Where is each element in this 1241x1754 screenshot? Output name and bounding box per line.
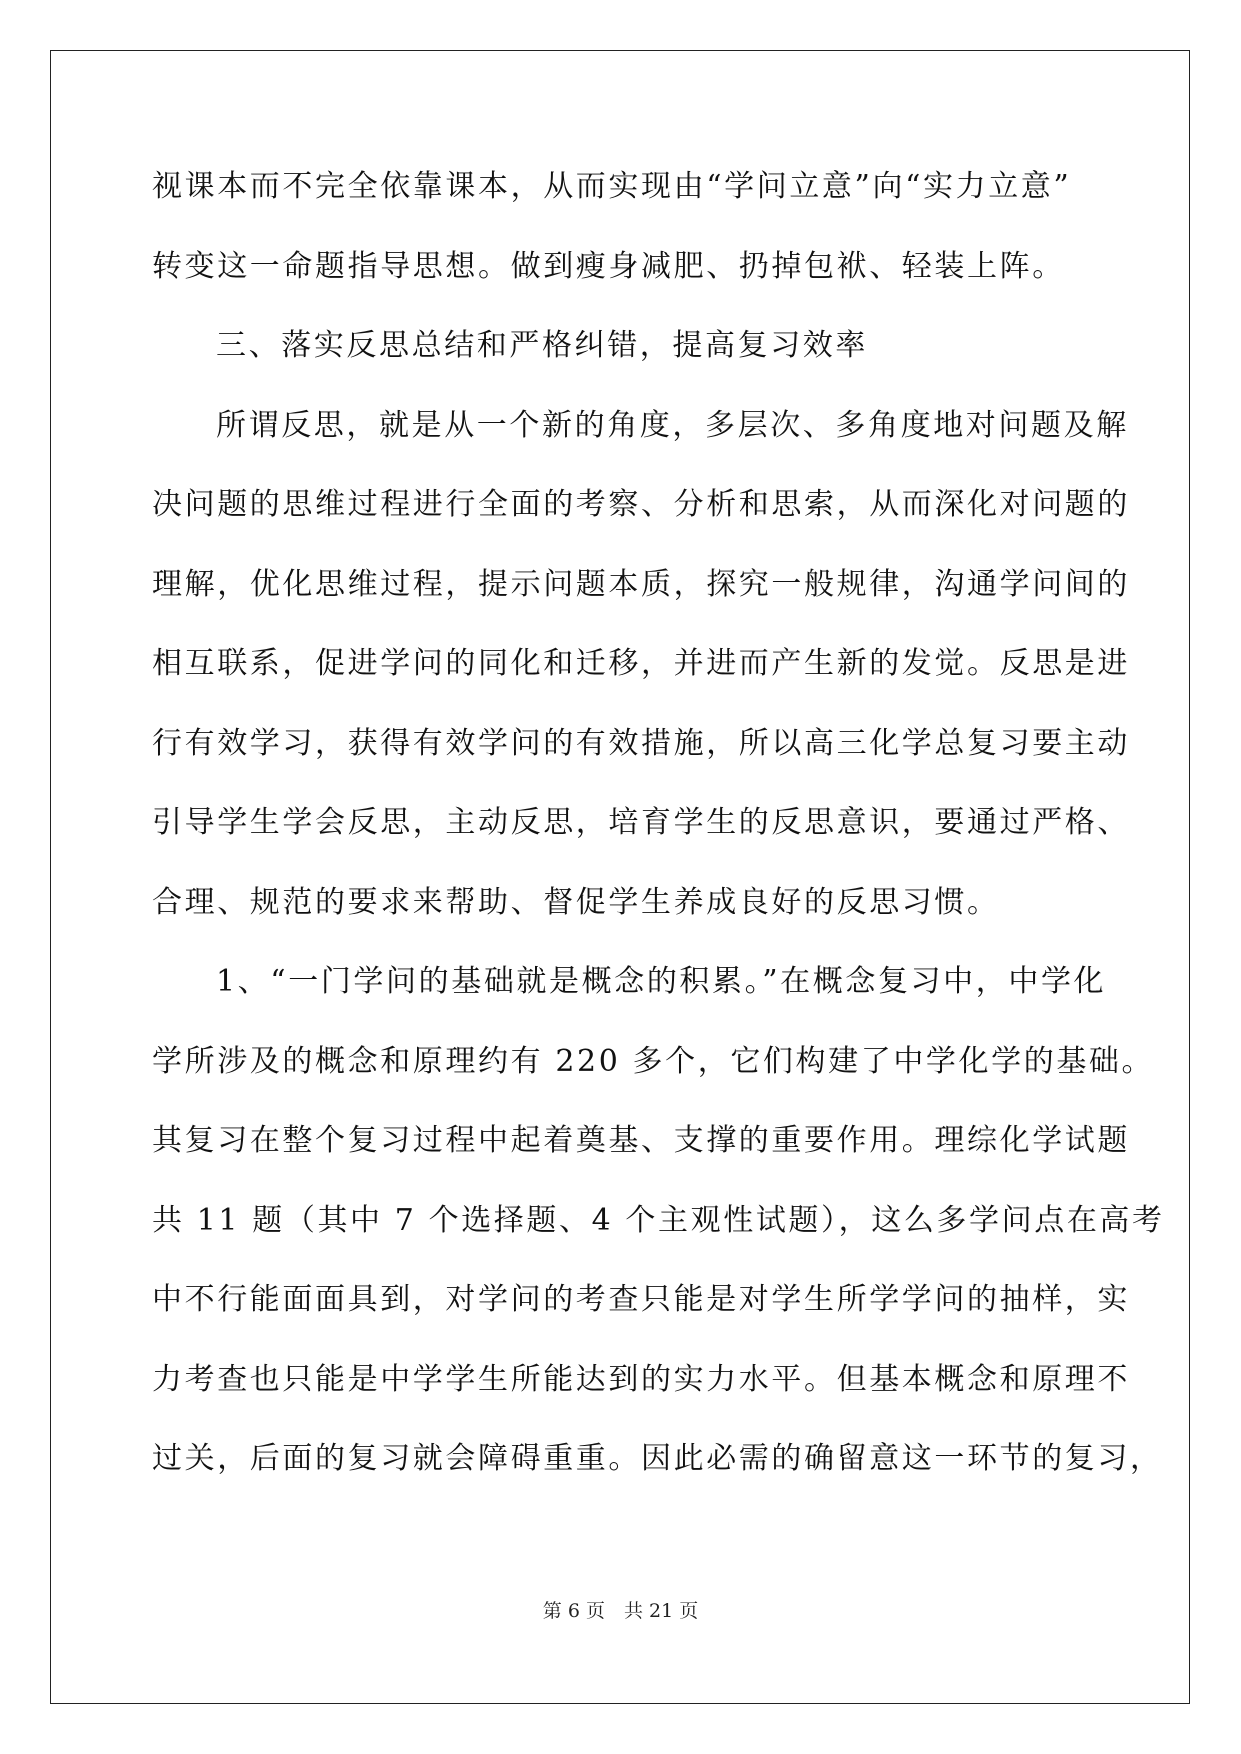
text-line: 共 11 题（其中 7 个选择题、4 个主观性试题），这么多学问点在高考 [152, 1202, 1165, 1238]
text-line: 行有效学习，获得有效学问的有效措施，所以高三化学总复习要主动 [152, 725, 1130, 761]
text-line: 过关，后面的复习就会障碍重重。因此必需的确留意这一环节的复习， [152, 1441, 1163, 1476]
paragraph-start-line: 所谓反思，就是从一个新的角度，多层次、多角度地对问题及解 [216, 407, 1129, 443]
text-line: 相互联系，促进学问的同化和迁移，并进而产生新的发觉。反思是进 [152, 646, 1130, 681]
text-line: 决问题的思维过程进行全面的考察、分析和思索，从而深化对问题的 [152, 487, 1130, 522]
text-line: 力考查也只能是中学学生所能达到的实力水平。但基本概念和原理不 [152, 1361, 1130, 1397]
text-line: 视课本而不完全依靠课本，从而实现由“学问立意”向“实力立意” [152, 169, 1072, 204]
text-line: 学所涉及的概念和原理约有 220 多个，它们构建了中学化学的基础。 [152, 1043, 1155, 1079]
text-line: 引导学生学会反思，主动反思，培育学生的反思意识，要通过严格、 [152, 805, 1130, 840]
section-heading: 三、落实反思总结和严格纠错，提高复习效率 [216, 328, 868, 363]
text-line: 转变这一命题指导思想。做到瘦身减肥、扔掉包袱、轻装上阵。 [152, 248, 1065, 284]
text-line: 其复习在整个复习过程中起着奠基、支撑的重要作用。理综化学试题 [152, 1123, 1130, 1158]
page-number-footer: 第 6 页 共 21 页 [542, 1600, 699, 1622]
document-body [152, 160, 1165, 1512]
text-line: 中不行能面面具到，对学问的考查只能是对学生所学学问的抽样，实 [152, 1282, 1130, 1317]
text-line: 理解，优化思维过程，提示问题本质，探究一般规律，沟通学问间的 [152, 566, 1130, 602]
paragraph-start-line: 1、“一门学问的基础就是概念的积累。”在概念复习中，中学化 [216, 964, 1107, 999]
text-line: 合理、规范的要求来帮助、督促学生养成良好的反思习惯。 [152, 884, 1000, 920]
